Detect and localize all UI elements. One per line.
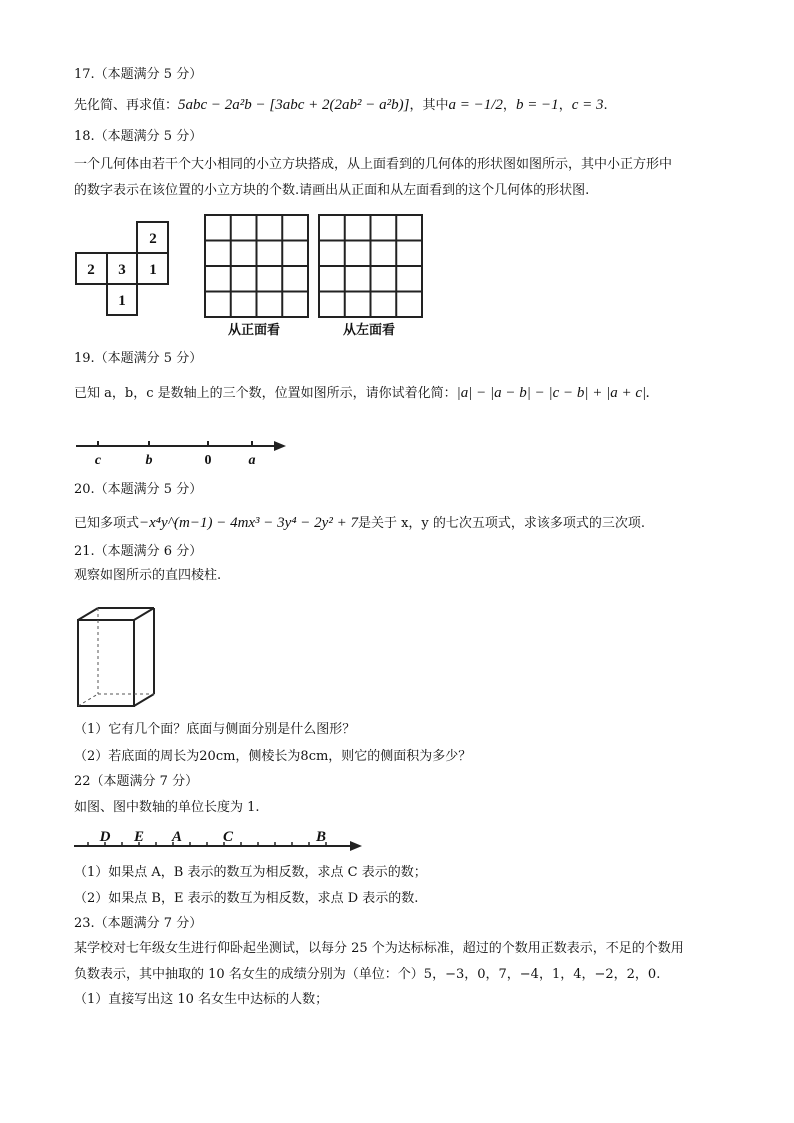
q23-text-line1: 某学校对七年级女生进行仰卧起坐测试，以每分 25 个为达标标准，超过的个数用正数表示，不足的个数用 (74, 941, 684, 956)
q17-header: 17.（本题满分 5 分） (74, 67, 203, 82)
q18-front-grid (204, 214, 310, 318)
q22-intro: 如图、图中数轴的单位长度为 1. (74, 800, 260, 815)
q17-b-value: b = −1 (515, 97, 559, 113)
q20-text-suffix: 是关于 x，y 的七次五项式，求该多项式的三次项. (357, 516, 646, 531)
q19-label-0: 0 (204, 453, 212, 468)
top-view-count: 1 (149, 262, 157, 278)
q21-sub2: （2）若底面的周长为20cm，侧棱长为8cm，则它的侧面积为多少？ (74, 749, 472, 764)
top-view-count: 3 (118, 262, 126, 278)
q19-text: 已知 a，b，c 是数轴上的三个数，位置如图所示，请你试着化简： (74, 386, 457, 401)
q22-label-b: B (315, 829, 327, 845)
q17-prefix: 先化简、再求值： (74, 98, 179, 113)
top-view-count: 1 (118, 293, 126, 309)
q22-label-e: E (133, 829, 145, 845)
q18-top-view (76, 218, 196, 328)
q23-text-line2: 负数表示，其中抽取的 10 名女生的成绩分别为（单位：个）5，−3，0，7，−4，1，4，−2，2，0. (74, 967, 661, 982)
q20-polynomial: −x⁴y^(m−1) − 4mx³ − 3y⁴ − 2y² + 7 (139, 515, 358, 531)
q18-header: 18.（本题满分 5 分） (74, 129, 203, 144)
q23-sub1: （1）直接写出这 10 名女生中达标的人数； (74, 992, 329, 1007)
q19-header: 19.（本题满分 5 分） (74, 351, 203, 366)
q18-front-label: 从正面看 (228, 323, 281, 338)
q18-left-grid (318, 214, 424, 318)
q21-prism-figure (74, 608, 164, 708)
top-view-count: 2 (87, 262, 95, 278)
q19-label-c: c (94, 453, 102, 468)
q22-sub2: （2）如果点 B，E 表示的数互为相反数，求点 D 表示的数. (74, 891, 419, 906)
q21-sub1: （1）它有几个面？底面与侧面分别是什么图形？ (74, 722, 356, 737)
q21-intro: 观察如图所示的直四棱柱. (74, 568, 222, 583)
q18-text-line2: 的数字表示在该位置的小立方块的个数.请画出从正面和从左面看到的这个几何体的形状图. (74, 183, 590, 198)
q19-label-b: b (145, 453, 153, 468)
q17-line: 先化简、再求值：5abc − 2a²b − [3abc + 2(2ab² − a²b)]，其中a = −1/2，b = −1，c = 3. (74, 97, 608, 113)
q20-line (74, 514, 645, 533)
q17-c-value: c = 3 (571, 97, 604, 113)
q22-label-d: D (99, 829, 111, 845)
q19-label-a: a (248, 453, 256, 468)
q17-expression: 5abc − 2a²b − [3abc + 2(2ab² − a²b)] (178, 97, 410, 113)
q19-line (74, 384, 650, 403)
q18-text-line1: 一个几何体由若干个大小相同的小立方块搭成，从上面看到的几何体的形状图如图所示，其中小正方形中 (74, 157, 673, 172)
q23-header: 23.（本题满分 7 分） (74, 916, 203, 931)
q20-text-prefix: 已知多项式 (74, 516, 140, 531)
top-view-count: 2 (149, 231, 157, 247)
q17-a-value: a = −1/2 (448, 97, 503, 113)
q22-number-line (74, 826, 374, 856)
q17-condition-prefix: ，其中 (409, 98, 449, 113)
q20-header: 20.（本题满分 5 分） (74, 482, 203, 497)
q19-expression: |a| − |a − b| − |c − b| + |a + c|. (456, 385, 650, 401)
q22-label-a: A (171, 829, 183, 845)
q22-sub1: （1）如果点 A，B 表示的数互为相反数，求点 C 表示的数； (74, 865, 427, 880)
q21-header: 21.（本题满分 6 分） (74, 544, 203, 559)
q22-header: 22（本题满分 7 分） (74, 774, 199, 789)
q19-number-line (76, 430, 296, 470)
q22-label-c: C (222, 829, 234, 845)
q18-left-label: 从左面看 (343, 323, 396, 338)
